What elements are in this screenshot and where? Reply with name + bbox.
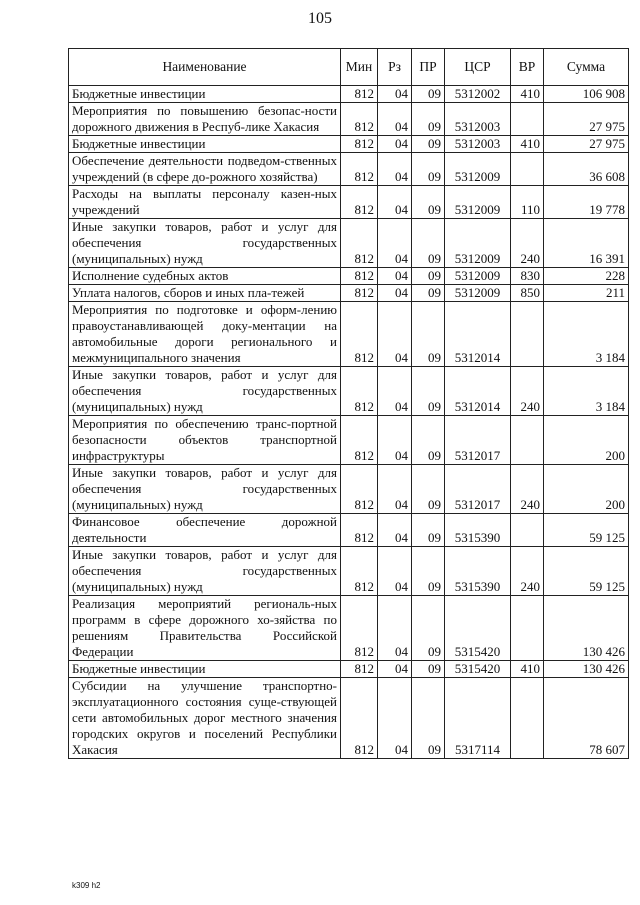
table-row: [69, 596, 629, 661]
table-row: [69, 186, 629, 219]
header-vr: ВР: [511, 49, 544, 86]
row-vr: [511, 514, 544, 547]
row-min: 812: [341, 153, 378, 186]
budget-table: [68, 48, 629, 759]
row-pr: 09: [412, 268, 445, 285]
row-pr: 09: [412, 678, 445, 759]
row-name: Реализация мероприятий региональ-ных программ в сфере дорожного хо-зяйства по решениям Правительства Российской Федерации: [69, 596, 341, 661]
row-csr: 5312014: [445, 302, 511, 367]
row-csr: 5312003: [445, 136, 511, 153]
header-name: Наименование: [69, 49, 341, 86]
row-sum: 130 426: [544, 661, 629, 678]
row-sum: 200: [544, 465, 629, 514]
row-min: 812: [341, 416, 378, 465]
header-sum: Сумма: [544, 49, 629, 86]
row-csr: 5312009: [445, 285, 511, 302]
row-name: Бюджетные инвестиции: [69, 136, 341, 153]
row-min: 812: [341, 219, 378, 268]
row-vr: 240: [511, 219, 544, 268]
row-name: Расходы на выплаты персоналу казен-ных учреждений: [69, 186, 341, 219]
row-name: Мероприятия по подготовке и оформ-лению правоустанавливающей доку-ментации на автомобильные дороги регионального и межмуниципального значения: [69, 302, 341, 367]
row-sum: 59 125: [544, 514, 629, 547]
row-min: 812: [341, 678, 378, 759]
row-vr: [511, 596, 544, 661]
row-csr: 5312017: [445, 416, 511, 465]
row-rz: 04: [378, 416, 412, 465]
row-vr: 850: [511, 285, 544, 302]
row-rz: 04: [378, 136, 412, 153]
row-pr: 09: [412, 367, 445, 416]
row-min: 812: [341, 367, 378, 416]
row-name: Финансовое обеспечение дорожной деятельности: [69, 514, 341, 547]
row-sum: 16 391: [544, 219, 629, 268]
table-row: [69, 86, 629, 103]
row-pr: 09: [412, 285, 445, 302]
row-sum: 200: [544, 416, 629, 465]
row-name: Иные закупки товаров, работ и услуг для обеспечения государственных (муниципальных) нужд: [69, 465, 341, 514]
row-vr: 410: [511, 86, 544, 103]
table-row: [69, 416, 629, 465]
row-sum: 78 607: [544, 678, 629, 759]
row-min: 812: [341, 268, 378, 285]
table-row: [69, 661, 629, 678]
row-min: 812: [341, 302, 378, 367]
row-vr: [511, 416, 544, 465]
row-pr: 09: [412, 661, 445, 678]
row-vr: 410: [511, 661, 544, 678]
row-rz: 04: [378, 661, 412, 678]
row-min: 812: [341, 547, 378, 596]
row-csr: 5317114: [445, 678, 511, 759]
row-pr: 09: [412, 596, 445, 661]
table-row: [69, 153, 629, 186]
row-pr: 09: [412, 514, 445, 547]
row-vr: [511, 153, 544, 186]
row-csr: 5312014: [445, 367, 511, 416]
row-csr: 5315390: [445, 547, 511, 596]
table-row: [69, 302, 629, 367]
table-row: [69, 103, 629, 136]
row-name: Бюджетные инвестиции: [69, 661, 341, 678]
row-sum: 130 426: [544, 596, 629, 661]
row-min: 812: [341, 136, 378, 153]
row-rz: 04: [378, 465, 412, 514]
row-rz: 04: [378, 302, 412, 367]
row-csr: 5312002: [445, 86, 511, 103]
header-csr: ЦСР: [445, 49, 511, 86]
row-name: Иные закупки товаров, работ и услуг для обеспечения государственных (муниципальных) нужд: [69, 367, 341, 416]
row-min: 812: [341, 661, 378, 678]
row-name: Бюджетные инвестиции: [69, 86, 341, 103]
row-sum: 27 975: [544, 136, 629, 153]
row-rz: 04: [378, 678, 412, 759]
table-row: [69, 367, 629, 416]
row-csr: 5315390: [445, 514, 511, 547]
row-pr: 09: [412, 547, 445, 596]
row-name: Иные закупки товаров, работ и услуг для обеспечения государственных (муниципальных) нужд: [69, 219, 341, 268]
table-row: [69, 268, 629, 285]
row-csr: 5312017: [445, 465, 511, 514]
table-row: [69, 285, 629, 302]
row-min: 812: [341, 514, 378, 547]
row-name: Субсидии на улучшение транспортно-эксплуатационного состояния суще-ствующей сети автомобильных дорог местного значения городских округов и поселений Республики Хакасия: [69, 678, 341, 759]
header-min: Мин: [341, 49, 378, 86]
row-min: 812: [341, 285, 378, 302]
row-name: Исполнение судебных актов: [69, 268, 341, 285]
row-vr: 240: [511, 367, 544, 416]
row-vr: 830: [511, 268, 544, 285]
row-csr: 5312009: [445, 153, 511, 186]
row-pr: 09: [412, 153, 445, 186]
row-pr: 09: [412, 302, 445, 367]
row-rz: 04: [378, 268, 412, 285]
table-row: [69, 514, 629, 547]
row-pr: 09: [412, 103, 445, 136]
row-csr: 5312003: [445, 103, 511, 136]
row-name: Обеспечение деятельности подведом-ственных учреждений (в сфере до-рожного хозяйства): [69, 153, 341, 186]
row-rz: 04: [378, 367, 412, 416]
table-row: [69, 136, 629, 153]
row-rz: 04: [378, 153, 412, 186]
row-pr: 09: [412, 416, 445, 465]
row-vr: 240: [511, 547, 544, 596]
row-rz: 04: [378, 285, 412, 302]
row-csr: 5312009: [445, 268, 511, 285]
row-min: 812: [341, 465, 378, 514]
header-pr: ПР: [412, 49, 445, 86]
row-vr: 110: [511, 186, 544, 219]
row-name: Мероприятия по обеспечению транс-портной безопасности объектов транспортной инфраструктуры: [69, 416, 341, 465]
row-rz: 04: [378, 219, 412, 268]
row-vr: [511, 678, 544, 759]
row-vr: [511, 103, 544, 136]
row-pr: 09: [412, 136, 445, 153]
row-csr: 5315420: [445, 661, 511, 678]
row-sum: 27 975: [544, 103, 629, 136]
row-min: 812: [341, 596, 378, 661]
row-rz: 04: [378, 186, 412, 219]
row-vr: [511, 302, 544, 367]
row-sum: 36 608: [544, 153, 629, 186]
row-sum: 3 184: [544, 367, 629, 416]
footer-code: k309 h2: [72, 881, 101, 890]
row-name: Иные закупки товаров, работ и услуг для обеспечения государственных (муниципальных) нужд: [69, 547, 341, 596]
row-pr: 09: [412, 219, 445, 268]
row-sum: 19 778: [544, 186, 629, 219]
row-name: Мероприятия по повышению безопас-ности дорожного движения в Респуб-лике Хакасия: [69, 103, 341, 136]
header-rz: Рз: [378, 49, 412, 86]
row-vr: 240: [511, 465, 544, 514]
row-sum: 211: [544, 285, 629, 302]
row-name: Уплата налогов, сборов и иных пла-тежей: [69, 285, 341, 302]
row-vr: 410: [511, 136, 544, 153]
row-sum: 228: [544, 268, 629, 285]
row-sum: 106 908: [544, 86, 629, 103]
row-min: 812: [341, 186, 378, 219]
table-body: [69, 86, 629, 759]
table-row: [69, 547, 629, 596]
page-number: 105: [308, 10, 332, 27]
row-min: 812: [341, 86, 378, 103]
row-sum: 3 184: [544, 302, 629, 367]
table-row: [69, 219, 629, 268]
row-rz: 04: [378, 103, 412, 136]
row-rz: 04: [378, 86, 412, 103]
table-row: [69, 678, 629, 759]
row-csr: 5312009: [445, 186, 511, 219]
row-csr: 5315420: [445, 596, 511, 661]
row-rz: 04: [378, 547, 412, 596]
row-pr: 09: [412, 465, 445, 514]
table-header-row: [69, 49, 629, 86]
row-pr: 09: [412, 86, 445, 103]
table-row: [69, 465, 629, 514]
row-min: 812: [341, 103, 378, 136]
row-csr: 5312009: [445, 219, 511, 268]
row-rz: 04: [378, 596, 412, 661]
row-rz: 04: [378, 514, 412, 547]
row-sum: 59 125: [544, 547, 629, 596]
row-pr: 09: [412, 186, 445, 219]
